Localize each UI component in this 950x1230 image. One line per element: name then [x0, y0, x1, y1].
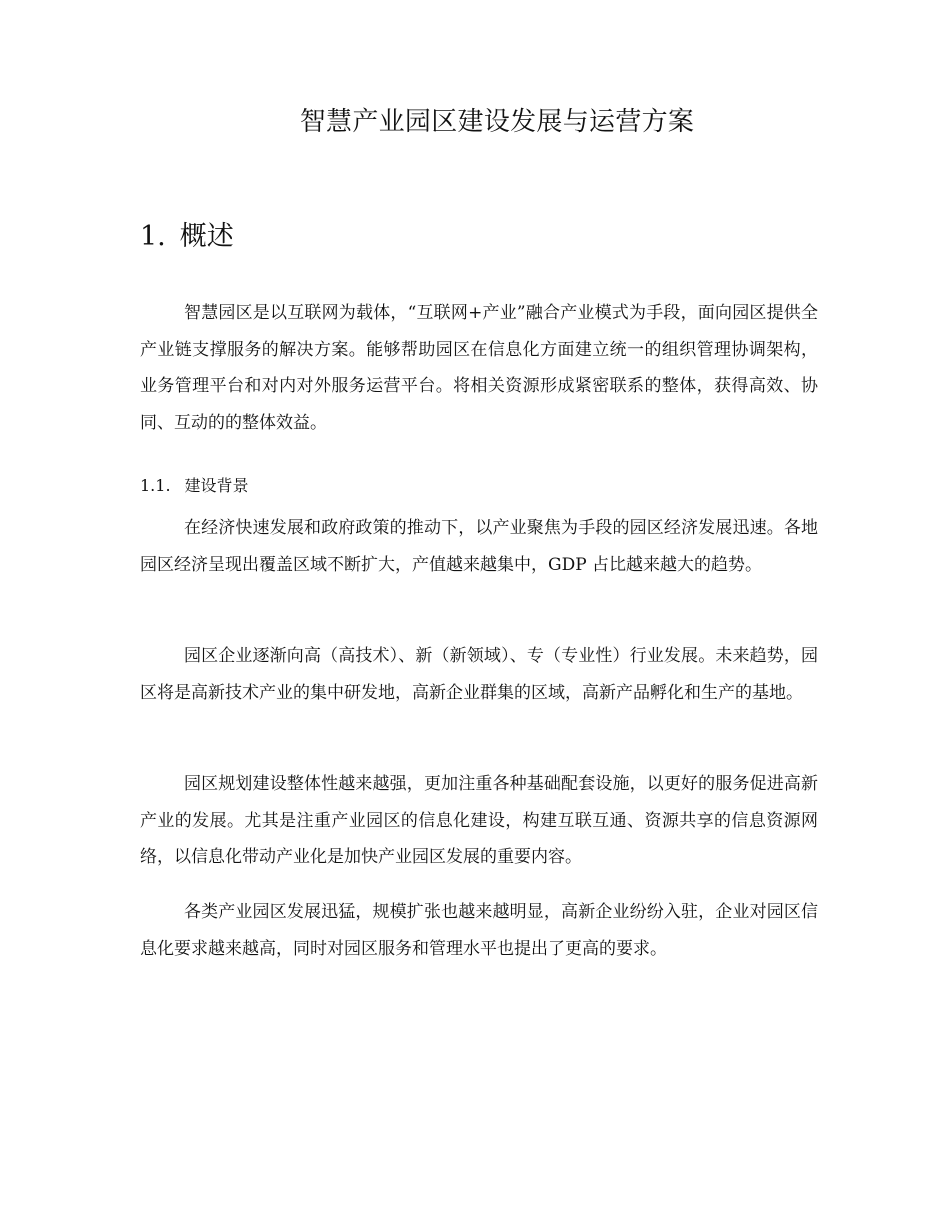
section-heading-overview [140, 219, 234, 255]
subsection-number: 1.1. [140, 476, 171, 495]
background-paragraph-1: 在经济快速发展和政府政策的推动下，以产业聚焦为手段的园区经济发展迅速。各地园区经济呈现出覆盖区域不断扩大，产值越来越集中，GDP 占比越来越大的趋势。 [140, 518, 818, 575]
section-number: 1. [140, 221, 166, 252]
background-paragraph-4: 各类产业园区发展迅猛，规模扩张也越来越明显，高新企业纷纷入驻，企业对园区信息化要求越来越高，同时对园区服务和管理水平也提出了更高的要求。 [140, 902, 818, 959]
section-title: 概述 [179, 221, 234, 252]
document-title: 智慧产业园区建设发展与运营方案 [299, 107, 695, 137]
background-paragraph-3: 园区规划建设整体性越来越强，更加注重各种基础配套设施，以更好的服务促进高新产业的发展。尤其是注重产业园区的信息化建设，构建互联互通、资源共享的信息资源网络，以信息化带动产业化是加快产业园区发展的重要内容。 [140, 774, 818, 867]
background-paragraph-2: 园区企业逐渐向高（高技术）、新（新领域）、专（专业性）行业发展。未来趋势，园区将是高新技术产业的集中研发地，高新企业群集的区域，高新产品孵化和生产的基地。 [140, 646, 818, 703]
overview-paragraph: 智慧园区是以互联网为载体，“互联网+产业”融合产业模式为手段，面向园区提供全产业链支撑服务的解决方案。能够帮助园区在信息化方面建立统一的组织管理协调架构，业务管理平台和对内对外服务运营平台。将相关资源形成紧密联系的整体，获得高效、协同、互动的的整体效益。 [140, 303, 818, 433]
subsection-title: 建设背景 [184, 476, 249, 495]
subsection-heading-background [140, 474, 249, 498]
